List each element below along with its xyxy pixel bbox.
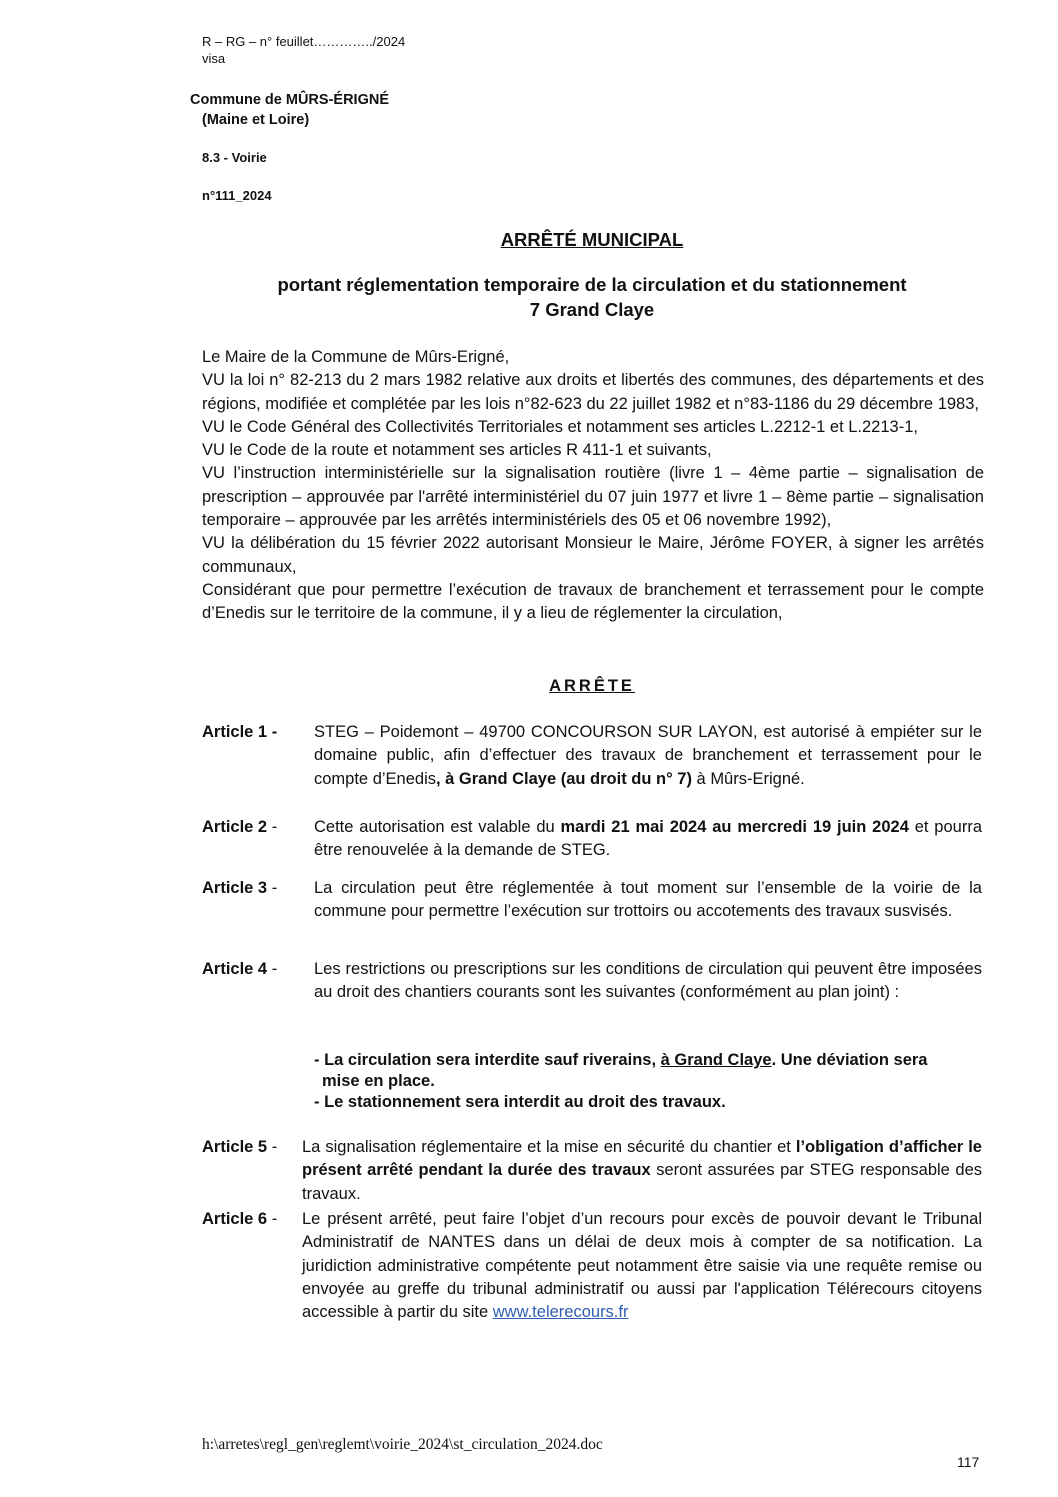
preamble-vu-cgct: VU le Code Général des Collectivités Territoriales et notamment ses articles L.2212-1 et L.2213-1,	[202, 417, 918, 436]
subtitle-line-1: portant réglementation temporaire de la circulation et du stationnement	[277, 274, 907, 295]
article-2-label: Article 2 -	[202, 818, 278, 836]
footer-file-path: h:\arretes\regl_gen\reglemt\voirie_2024\st_circulation_2024.doc	[202, 1436, 603, 1453]
subtitle-line-2: 7 Grand Claye	[529, 299, 655, 320]
article-4-text: Les restrictions ou prescriptions sur les conditions de circulation qui peuvent être imposées au droit des chantiers courants sont les suivantes (conformément au plan joint) :	[314, 960, 982, 1002]
page-title: ARRÊTÉ MUNICIPAL	[500, 229, 684, 250]
preamble-vu-code-route: VU le Code de la route et notamment ses articles R 411-1 et suivants,	[202, 441, 712, 460]
article-1-text: STEG – Poidemont – 49700 CONCOURSON SUR LAYON, est autorisé à empiéter sur le domaine public, afin d’effectuer des travaux de branchement et terrassement pour le compte d’Enedis, à Grand Claye (au droit du n° 7) à Mûrs-Erigné.	[314, 723, 982, 788]
preamble-considerant: Considérant que pour permettre l’exécution de travaux de branchement et terrassement pour le compte d’Enedis sur le territoire de la commune, il y a lieu de réglementer la circulation,	[202, 580, 984, 623]
preamble-vu-deliberation: VU la délibération du 15 février 2022 autorisant Monsieur le Maire, Jérôme FOYER, à signer les arrêtés communaux,	[202, 534, 984, 576]
article-1-label: Article 1 -	[202, 723, 278, 741]
measure-stationnement: - Le stationnement sera interdit au droit des travaux.	[314, 1093, 726, 1111]
article-5-text: La signalisation réglementaire et la mise en sécurité du chantier et l’obligation d’afficher le présent arrêté pendant la durée des travaux seront assurées par STEG responsable des travaux.	[302, 1138, 982, 1203]
article-3-label: Article 3 -	[202, 879, 278, 897]
preamble-vu-instruction: VU l’instruction interministérielle sur la signalisation routière (livre 1 – 4ème partie – signalisation de prescription – approuvée par l'arrêté interministériel du 07 juin 1977 et livre 1 – 8ème partie – signalisation temporaire – approuvée par les arrêtés interministériels des 05 et 06 novembre 1992),	[202, 464, 984, 530]
article-3-text: La circulation peut être réglementée à tout moment sur l’ensemble de la voirie de la commune pour permettre l’exécution sur trottoirs ou accotements des travaux susvisés.	[314, 879, 982, 921]
department-name: (Maine et Loire)	[202, 112, 310, 128]
article-5-label: Article 5 -	[202, 1138, 278, 1156]
measure-circulation-cont: mise en place.	[322, 1072, 435, 1090]
reference-line: R – RG – n° feuillet…………../2024	[202, 34, 406, 49]
visa-label: visa	[202, 51, 226, 66]
preamble	[202, 346, 984, 626]
article-6-text: Le présent arrêté, peut faire l’objet d’un recours pour excès de pouvoir devant le Tribunal Administratif de NANTES dans un délai de deux mois à compter de sa notification. La juridiction administrative compétente peut notamment être saisie via une requête remise ou envoyée au greffe du tribunal administratif ou aussi par l'application Télérecours citoyens accessible à partir du site www.telerecours.fr	[302, 1210, 982, 1322]
article-4-label: Article 4 -	[202, 960, 278, 978]
order-number: n°111_2024	[202, 188, 272, 203]
article-4-measures	[314, 1050, 982, 1113]
commune-name: Commune de MÛRS-ÉRIGNÉ	[190, 92, 389, 108]
page-number: 117	[957, 1454, 980, 1470]
preamble-mayor: Le Maire de la Commune de Mûrs-Erigné,	[202, 348, 510, 366]
article-2-text: Cette autorisation est valable du mardi 21 mai 2024 au mercredi 19 juin 2024 et pourra être renouvelée à la demande de STEG.	[314, 818, 982, 860]
measure-circulation: - La circulation sera interdite sauf riverains, à Grand Claye. Une déviation sera	[314, 1051, 928, 1069]
preamble-vu-loi: VU la loi n° 82-213 du 2 mars 1982 relative aux droits et libertés des communes, des départements et des régions, modifiée et complétée par les lois n°82-623 du 22 juillet 1982 et n°83-1186 du 29 décembre 1983,	[202, 371, 984, 413]
article-6-label: Article 6 -	[202, 1210, 278, 1228]
category-label: 8.3 - Voirie	[202, 150, 267, 165]
arrete-heading: ARRÊTE	[549, 677, 635, 695]
telerecours-link[interactable]: www.telerecours.fr	[492, 1303, 629, 1322]
